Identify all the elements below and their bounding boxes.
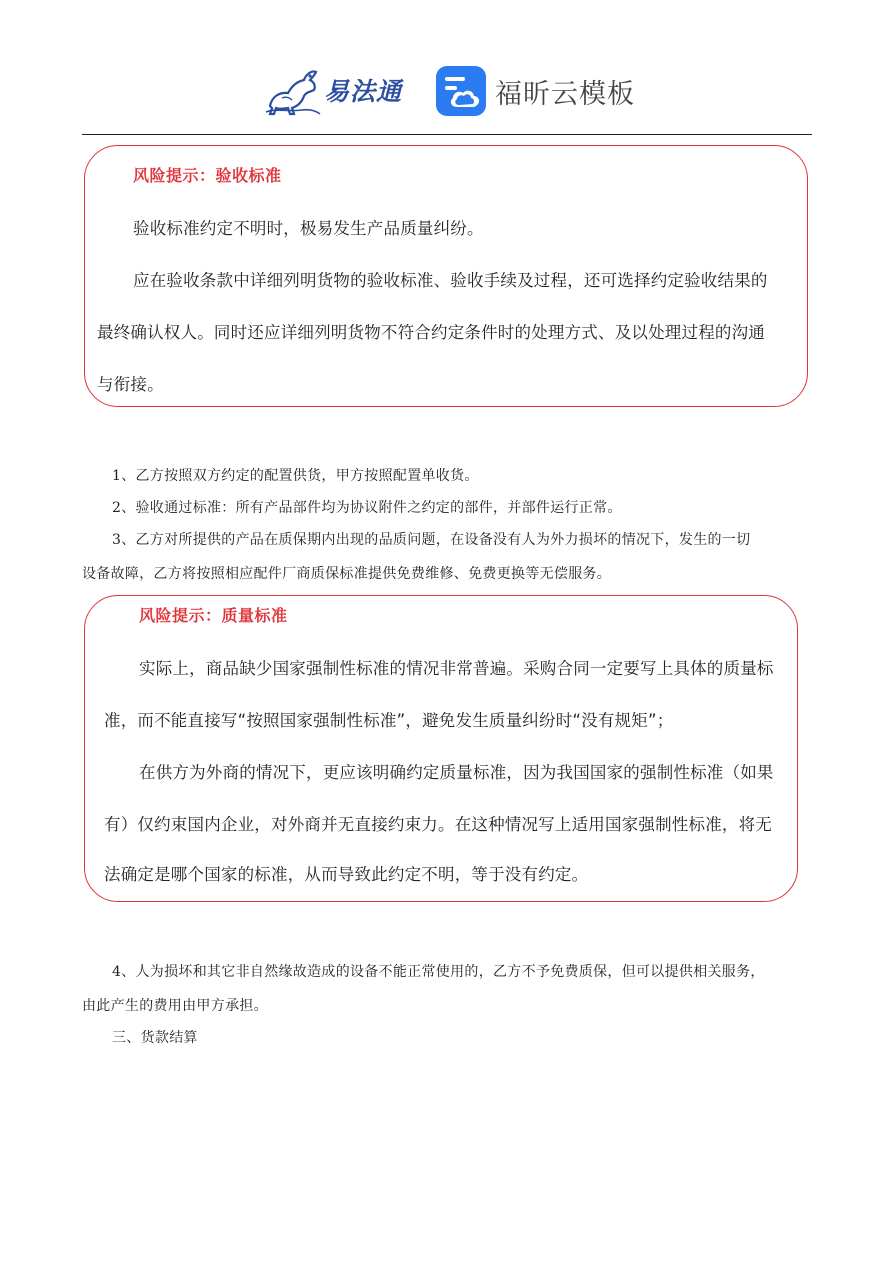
risk-line: 最终确认权人。同时还应详细列明货物不符合约定条件时的处理方式、及以处理过程的沟通 xyxy=(97,323,765,342)
clause-4-line-1: 4、人为损坏和其它非自然缘故造成的设备不能正常使用的，乙方不予免费质保，但可以提供相关服务， xyxy=(112,964,765,980)
risk-title: 风险提示：验收标准 xyxy=(133,166,282,185)
brand-right-label: 福昕云模板 xyxy=(495,78,635,110)
clause-3-line-2: 设备故障，乙方将按照相应配件厂商质保标准提供免费维修、免费更换等无偿服务。 xyxy=(82,566,612,582)
page-header xyxy=(0,0,893,136)
risk-line: 与衔接。 xyxy=(97,375,164,394)
risk-line: 实际上，商品缺少国家强制性标准的情况非常普遍。采购合同一定要写上具体的质量标 xyxy=(139,659,774,678)
clause-4-line-2: 由此产生的费用由甲方承担。 xyxy=(82,998,268,1014)
risk-line: 验收标准约定不明时，极易发生产品质量纠纷。 xyxy=(133,219,484,238)
qilin-logo-icon xyxy=(262,62,322,118)
clause-1: 1、乙方按照双方约定的配置供货，甲方按照配置单收货。 xyxy=(112,468,479,484)
risk-line: 准，而不能直接写“按照国家强制性标准”，避免发生质量纠纷时“没有规矩”； xyxy=(104,711,674,730)
clause-3-line-1: 3、乙方对所提供的产品在质保期内出现的品质问题，在设备没有人为外力损坏的情况下，发生的一切 xyxy=(112,532,751,548)
risk-line: 应在验收条款中详细列明货物的验收标准、验收手续及过程，还可选择约定验收结果的 xyxy=(133,271,768,290)
risk-title: 风险提示：质量标准 xyxy=(139,606,288,625)
risk-line: 法确定是哪个国家的标准，从而导致此约定不明，等于没有约定。 xyxy=(104,865,589,884)
header-divider xyxy=(82,134,812,135)
risk-line: 有）仅约束国内企业，对外商并无直接约束力。在这种情况写上适用国家强制性标准，将无 xyxy=(104,815,772,834)
foxit-cloud-logo-icon xyxy=(435,65,487,117)
brand-left-label: 易法通 xyxy=(324,77,403,106)
section-heading-payment: 三、货款结算 xyxy=(112,1030,198,1046)
foxit-cloud-logo xyxy=(435,65,635,117)
clause-2: 2、验收通过标准：所有产品部件均为协议附件之约定的部件，并部件运行正常。 xyxy=(112,500,622,516)
yifatong-logo xyxy=(262,62,412,118)
risk-box-acceptance xyxy=(84,145,808,407)
risk-box-quality xyxy=(84,595,798,902)
risk-line: 在供方为外商的情况下，更应该明确约定质量标准，因为我国国家的强制性标准（如果 xyxy=(139,763,774,782)
